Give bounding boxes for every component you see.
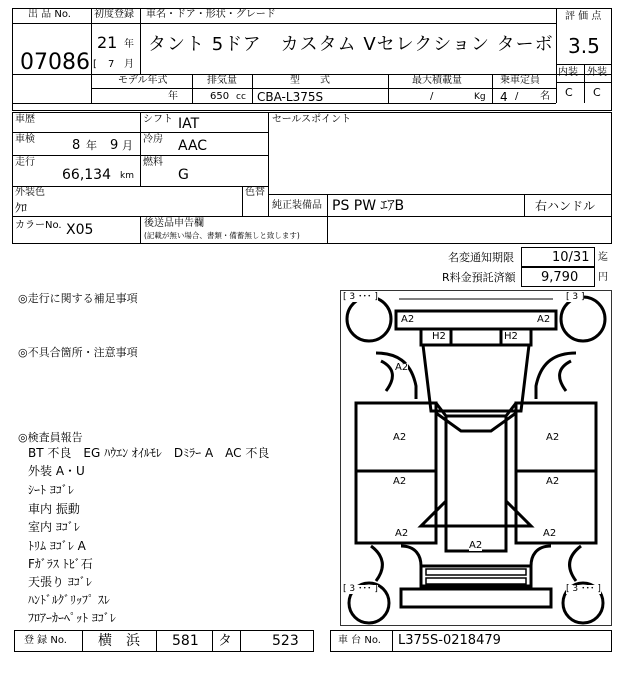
reg-class: 581 bbox=[172, 633, 199, 649]
capacity-label: 乗車定員 bbox=[500, 75, 540, 86]
recycle-unit: 円 bbox=[598, 272, 608, 283]
mileage-label: 走行 bbox=[15, 157, 35, 168]
inspector-line-6: ﾄﾘﾑ ﾖｺﾞﾚ A bbox=[28, 539, 86, 553]
inspection-year-unit: 年 bbox=[86, 139, 97, 152]
mark-left-door-front: A2 bbox=[393, 432, 407, 443]
load-slash: / bbox=[430, 91, 434, 102]
load-unit: Kg bbox=[474, 92, 486, 102]
steering-value: 右ハンドル bbox=[535, 199, 596, 213]
color-change-label: 色替 bbox=[245, 187, 265, 198]
inspector-line-10: ﾌﾛｱｰｶｰﾍﾟｯﾄ ﾖｺﾞﾚ bbox=[28, 611, 116, 625]
fuel-label: 燃料 bbox=[143, 157, 163, 168]
color-no-value: X05 bbox=[66, 222, 94, 238]
inspection-year: 8 bbox=[72, 138, 81, 153]
mark-right-quarter: A2 bbox=[543, 528, 557, 539]
inspection-month-unit: 月 bbox=[122, 139, 133, 152]
ext-color-value: ｸﾛ bbox=[15, 201, 28, 215]
type-label: 型 式 bbox=[290, 75, 330, 86]
chassis-label: 車 台 No. bbox=[338, 635, 381, 646]
corner-label-tr: [ 3 ] bbox=[566, 292, 585, 302]
defects-label: ◎不具合箇所・注意事項 bbox=[18, 346, 138, 359]
shift-value: IAT bbox=[178, 116, 200, 132]
year-unit: 年 bbox=[124, 39, 134, 50]
inspector-line-3: ｼｰﾄ ﾖｺﾞﾚ bbox=[28, 483, 74, 497]
inspection-month: 9 bbox=[110, 138, 119, 153]
inspector-line-1: BT 不良 EG ﾊｳｴﾝ ｵｲﾙﾓﾚ Dﾐﾗｰ A AC 不良 bbox=[28, 446, 270, 460]
displacement-unit: cc bbox=[236, 92, 246, 102]
inspector-line-9: ﾊﾝﾄﾞﾙｸﾞﾘｯﾌﾟ ｽﾚ bbox=[28, 593, 110, 607]
car-name: タント 5ドア カスタム Vセレクション ターボ bbox=[148, 34, 554, 55]
month-unit: 月 bbox=[124, 59, 134, 70]
mileage-value: 66,134 bbox=[62, 167, 111, 183]
corner-label-tl: [ 3 ･･･ ] bbox=[343, 292, 378, 302]
aftermarket-note: (記載が無い場合、書類・備蓄無しと致します) bbox=[144, 231, 300, 240]
capacity-sep: / bbox=[515, 91, 519, 102]
reg-region: 横 浜 bbox=[98, 633, 140, 649]
history-label: 車歴 bbox=[15, 114, 35, 125]
inspector-line-2: 外装 A・U bbox=[28, 464, 85, 478]
first-reg-label: 初度登録 bbox=[94, 9, 134, 20]
reg-number: 523 bbox=[272, 633, 299, 649]
color-no-label: カラーNo. bbox=[15, 220, 62, 231]
equipment-label: 純正装備品 bbox=[272, 200, 322, 211]
recycle-value: 9,790 bbox=[541, 270, 579, 285]
chassis-value: L375S-0218479 bbox=[398, 633, 501, 648]
aftermarket-label: 後送品申告欄 bbox=[144, 218, 204, 229]
reg-label: 登 録 No. bbox=[24, 635, 67, 646]
corner-label-br: [ 3 ･･･ ] bbox=[566, 584, 601, 594]
reg-kana: タ bbox=[218, 633, 232, 649]
model-year-unit: 年 bbox=[168, 91, 178, 102]
mark-left-quarter: A2 bbox=[395, 528, 409, 539]
shift-label: シフト bbox=[143, 114, 173, 125]
inspector-line-7: Fｶﾞﾗｽ ﾄﾋﾞ石 bbox=[28, 557, 93, 571]
mileage-unit: km bbox=[120, 171, 134, 181]
max-load-label: 最大積載量 bbox=[412, 75, 462, 86]
ac-label: 冷房 bbox=[143, 134, 163, 145]
exterior-grade: C bbox=[593, 86, 601, 99]
score-label: 評 価 点 bbox=[565, 11, 602, 22]
first-reg-bracket: [ bbox=[93, 59, 97, 70]
recycle-label: R料金預託済額 bbox=[442, 271, 516, 284]
mark-left-fender: A2 bbox=[395, 362, 409, 373]
deadline-label: 名変通知期限 bbox=[448, 251, 514, 264]
mark-right-door-front: A2 bbox=[546, 432, 560, 443]
inspector-label: ◎検査員報告 bbox=[18, 431, 83, 444]
inspector-line-8: 天張り ﾖｺﾞﾚ bbox=[28, 575, 92, 589]
deadline-value: 10/31 bbox=[552, 250, 590, 265]
inspector-line-4: 車内 振動 bbox=[28, 502, 80, 516]
lot-number: 07086 bbox=[20, 50, 90, 75]
interior-grade: C bbox=[565, 86, 573, 99]
car-diagram bbox=[340, 290, 612, 626]
mark-hood-right: H2 bbox=[504, 331, 518, 342]
fuel-value: G bbox=[178, 167, 189, 183]
first-reg-year: 21 bbox=[97, 33, 118, 52]
score-value: 3.5 bbox=[568, 34, 600, 58]
deadline-unit: 迄 bbox=[598, 252, 608, 263]
mark-front-right: A2 bbox=[537, 314, 551, 325]
exterior-label: 外装 bbox=[587, 67, 607, 78]
capacity-unit: 名 bbox=[540, 91, 550, 102]
type-value: CBA-L375S bbox=[257, 90, 324, 104]
mark-left-door-rear: A2 bbox=[393, 476, 407, 487]
mark-right-door-rear: A2 bbox=[546, 476, 560, 487]
mark-hood-left: H2 bbox=[432, 331, 446, 342]
inspector-line-5: 室内 ﾖｺﾞﾚ bbox=[28, 520, 80, 534]
model-year-label: モデル年式 bbox=[118, 75, 168, 86]
car-diagram-svg bbox=[341, 291, 611, 625]
displacement-value: 650 bbox=[210, 91, 230, 102]
first-reg-month: 7 bbox=[108, 59, 115, 70]
sales-point-label: セールスポイント bbox=[272, 114, 352, 125]
driving-notes-label: ◎走行に関する補足事項 bbox=[18, 292, 138, 305]
ext-color-label: 外装色 bbox=[15, 187, 45, 198]
mark-rear: A2 bbox=[469, 540, 483, 551]
inspection-label: 車検 bbox=[15, 134, 35, 145]
ac-value: AAC bbox=[178, 138, 208, 154]
corner-label-bl: [ 3 ･･･ ] bbox=[343, 584, 378, 594]
mark-front-left: A2 bbox=[401, 314, 415, 325]
displacement-label: 排気量 bbox=[207, 75, 237, 86]
model-label: 車名・ドア・形状・グレード bbox=[146, 9, 276, 20]
interior-label: 内装 bbox=[558, 67, 578, 78]
capacity-value: 4 bbox=[500, 90, 508, 104]
equipment-value: PS PW ｴｱB bbox=[332, 198, 405, 214]
lot-label: 出 品 No. bbox=[28, 9, 71, 20]
